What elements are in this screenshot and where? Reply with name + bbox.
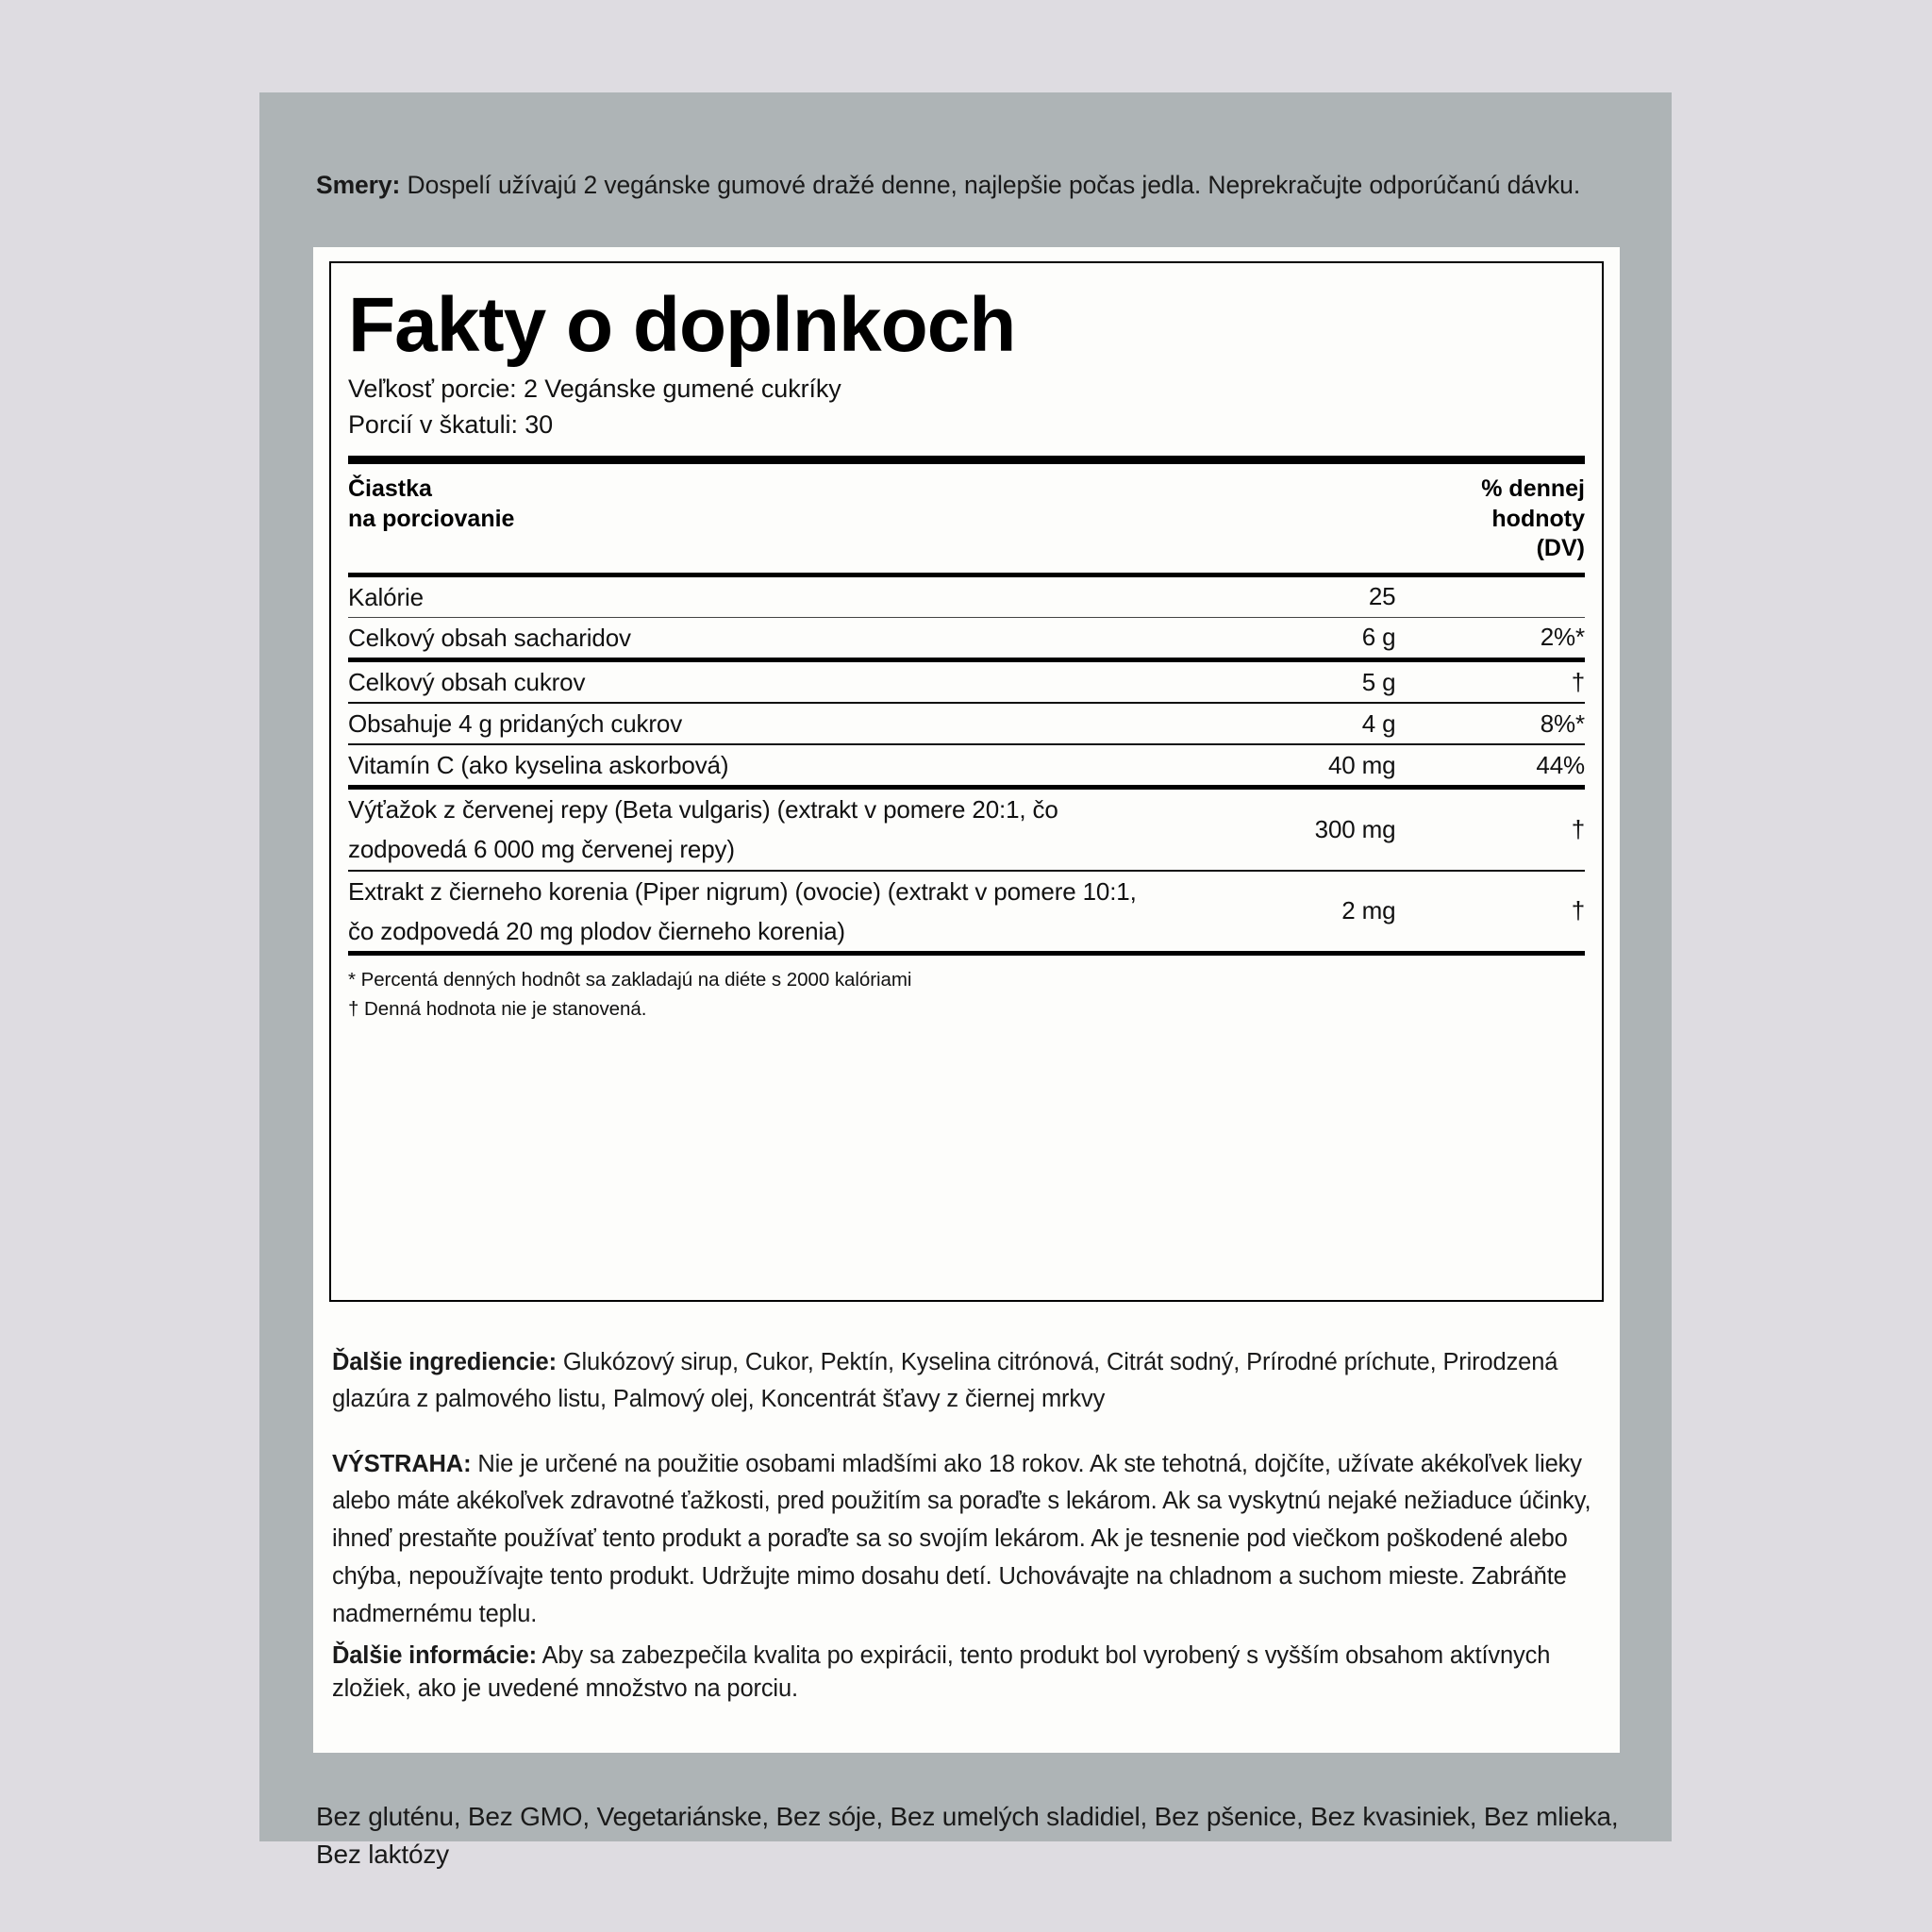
table-header xyxy=(348,464,1585,573)
nutrient-name: Vitamín C (ako kyselina askorbová) xyxy=(348,744,1143,788)
other-ingredients-text: Glukózový sirup, Cukor, Pektín, Kyselina citrónová, Citrát sodný, Prírodné príchute, Prirodzená glazúra z palmového listu, Palmový olej, Koncentrát šťavy z čiernej mrkvy xyxy=(332,1348,1558,1413)
nutrient-amount: 300 mg xyxy=(1143,788,1395,871)
nutrient-name: Kalórie xyxy=(348,582,424,611)
footnotes xyxy=(348,956,1585,1024)
supplement-facts-panel xyxy=(313,247,1620,1753)
daily-value-header xyxy=(1481,475,1585,564)
more-info-label: Ďalšie informácie: xyxy=(332,1641,537,1669)
table-row xyxy=(348,617,1585,659)
dv-header-line1: % dennej xyxy=(1481,475,1585,503)
nutrient-name: Extrakt z čierneho korenia (Piper nigrum) (ovocie) (extrakt v pomere 10:1, čo zodpovedá 20 mg plodov čierneho korenia) xyxy=(348,871,1143,951)
nutrient-table xyxy=(348,577,1585,951)
footnote-dagger: † Denná hodnota nie je stanovená. xyxy=(348,997,647,1020)
free-from-claims: Bez gluténu, Bez GMO, Vegetariánske, Bez sóje, Bez umelých sladidiel, Bez pšenice, Bez kvasiniek, Bez mlieka, Bez laktózy xyxy=(316,1802,1619,1869)
directions-paragraph xyxy=(316,168,1618,203)
other-ingredients-paragraph xyxy=(332,1344,1596,1420)
supplement-label-card xyxy=(259,92,1672,1869)
nutrient-amount: 6 g xyxy=(1143,617,1395,659)
table-row xyxy=(348,703,1585,744)
nutrient-dv: 8%* xyxy=(1395,703,1585,744)
nutrient-amount: 2 mg xyxy=(1143,871,1395,951)
warning-paragraph xyxy=(332,1446,1596,1634)
nutrient-amount: 40 mg xyxy=(1143,744,1395,788)
nutrient-dv: † xyxy=(1395,788,1585,871)
nutrient-amount: 5 g xyxy=(1143,660,1395,704)
serving-size: Veľkosť porcie: 2 Vegánske gumené cukríky xyxy=(348,374,841,403)
servings-per-container: Porcií v škatuli: 30 xyxy=(348,409,554,439)
nutrient-name: Výťažok z červenej repy (Beta vulgaris) (extrakt v pomere 20:1, čo zodpovedá 6 000 mg červenej repy) xyxy=(348,788,1143,871)
table-row xyxy=(348,577,1585,618)
nutrient-name: Celkový obsah cukrov xyxy=(348,660,1143,704)
amount-header-line2: na porciovanie xyxy=(348,505,515,532)
amount-per-serving-header xyxy=(348,475,514,534)
warning-label: VÝSTRAHA: xyxy=(332,1450,472,1477)
other-ingredients-label: Ďalšie ingrediencie: xyxy=(332,1348,557,1375)
table-row xyxy=(348,788,1585,871)
more-info-text: Aby sa zabezpečila kvalita po expirácii, tento produkt bol vyrobený s vyšším obsahom aktívnych zložiek, ako je uvedené množstvo na porciu. xyxy=(332,1641,1551,1702)
nutrient-amount: 4 g xyxy=(1143,703,1395,744)
nutrient-dv: 2%* xyxy=(1395,617,1585,659)
nutrient-dv: † xyxy=(1395,871,1585,951)
nutrient-dv: † xyxy=(1395,660,1585,704)
dv-header-line2: hodnoty xyxy=(1491,505,1585,532)
table-row xyxy=(348,871,1585,951)
nutrient-dv: 44% xyxy=(1395,744,1585,788)
directions-label: Smery: xyxy=(316,170,401,199)
table-row xyxy=(348,660,1585,704)
nutrient-amount: 25 xyxy=(1368,582,1396,611)
nutrient-dv xyxy=(1395,577,1585,618)
page-title: Fakty o doplnkoch xyxy=(348,282,1016,368)
nutrient-name: Celkový obsah sacharidov xyxy=(348,617,1143,659)
warning-text: Nie je určené na použitie osobami mladšími ako 18 rokov. Ak ste tehotná, dojčíte, užívate akékoľvek lieky alebo máte akékoľvek zdravotné ťažkosti, pred použitím sa poraďte s lekárom. Ak sa vyskytnú nejaké nežiaduce účinky, ihneď prestaňte používať tento produkt a poraďte sa so svojím lekárom. Ak je tesnenie pod viečkom poškodené alebo chýba, nepoužívajte tento produkt. Udržujte mimo dosahu detí. Uchovávajte na chladnom a suchom mieste. Zabráňte nadmernému teplu. xyxy=(332,1450,1591,1627)
table-row xyxy=(348,744,1585,788)
footnote-percent: * Percentá denných hodnôt sa zakladajú na diéte s 2000 kalóriami xyxy=(348,968,912,991)
nutrient-name: Obsahuje 4 g pridaných cukrov xyxy=(348,703,1143,744)
dv-header-line3: (DV) xyxy=(1536,535,1585,562)
directions-text: Dospelí užívajú 2 vegánske gumové dražé denne, najlepšie počas jedla. Neprekračujte odporúčanú dávku. xyxy=(400,170,1581,199)
divider-thick-top xyxy=(348,456,1585,464)
amount-header-line1: Čiastka xyxy=(348,475,432,503)
more-info-paragraph xyxy=(332,1640,1596,1706)
supplement-facts-box xyxy=(329,261,1604,1302)
